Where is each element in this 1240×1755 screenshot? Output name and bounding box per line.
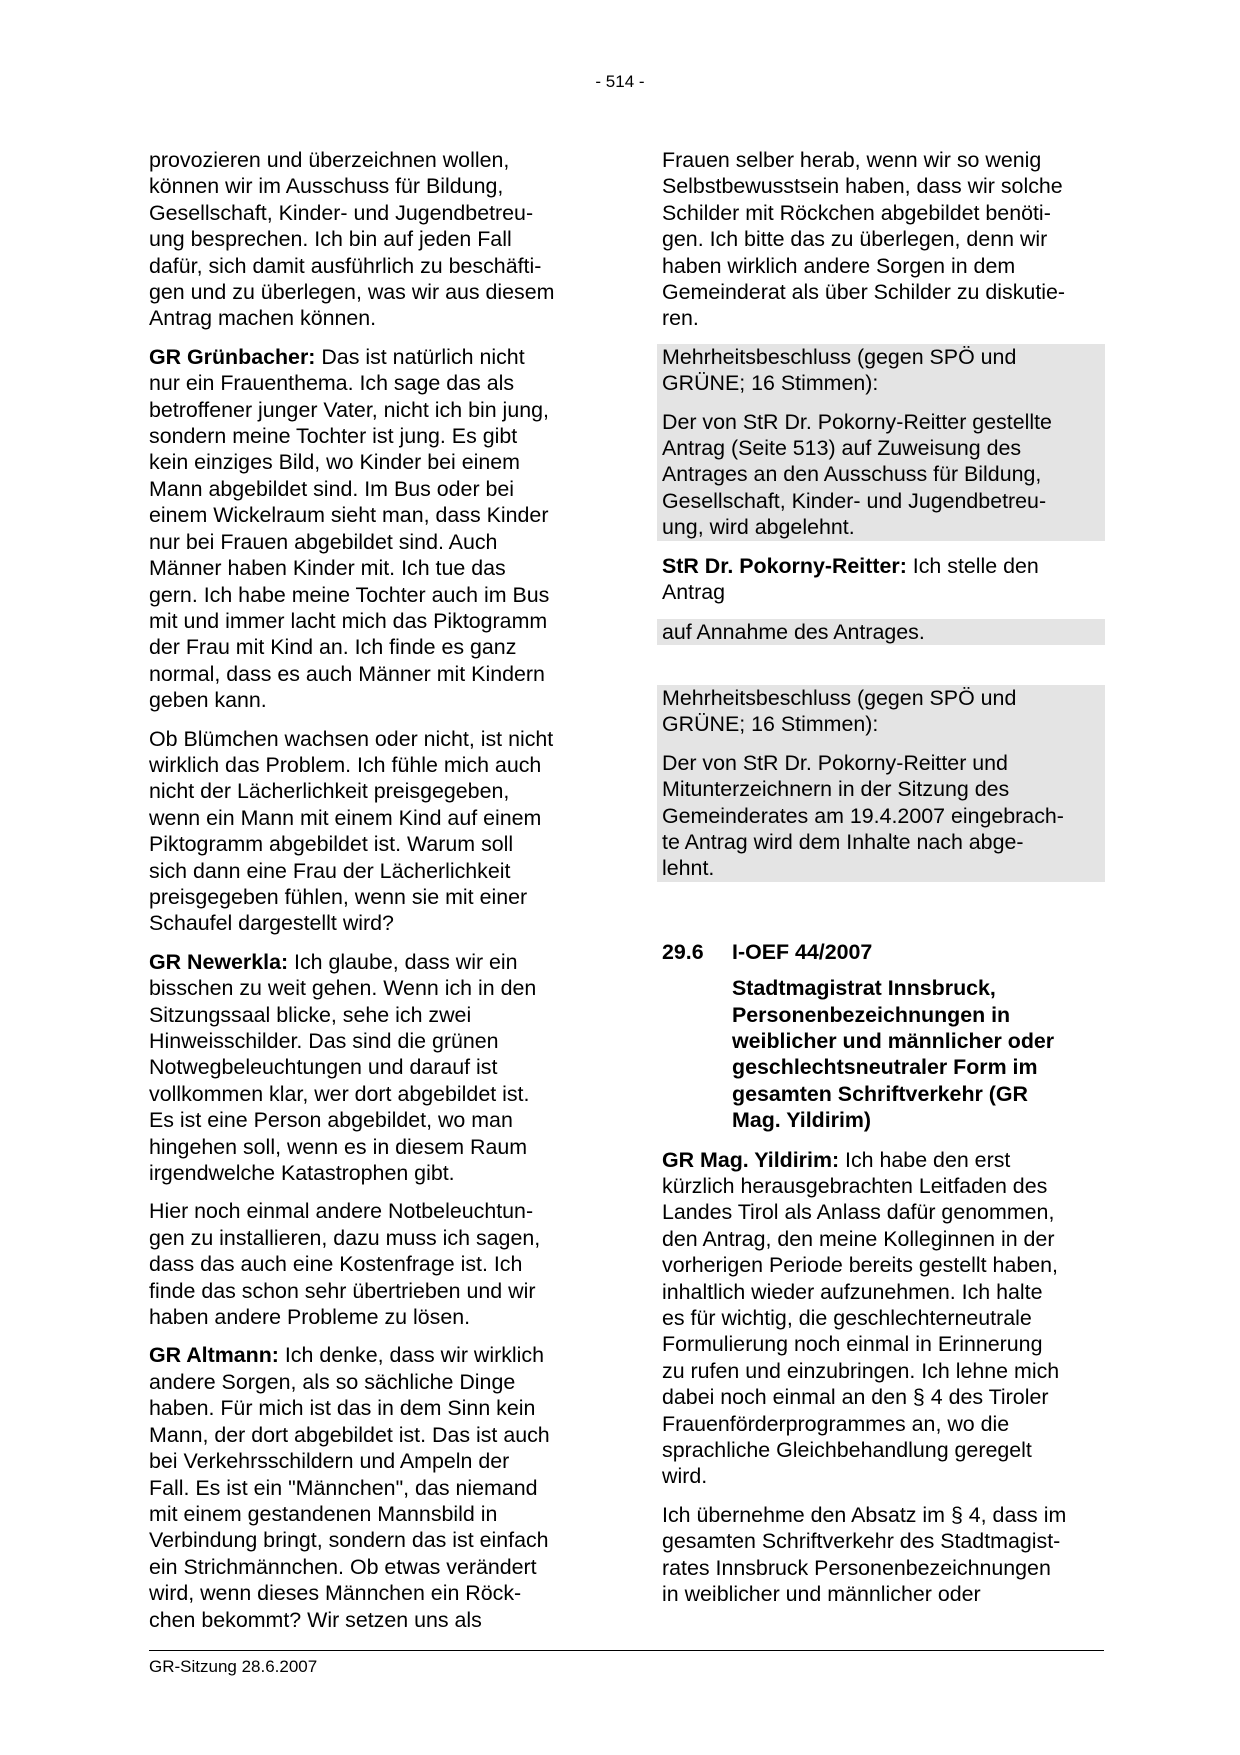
text-line: Antrag xyxy=(662,580,726,605)
resolution-text xyxy=(662,750,1100,882)
text-line: rates Innsbruck Personenbezeichnungen xyxy=(662,1555,1051,1580)
text-line: provozieren und überzeichnen wollen, xyxy=(149,148,510,172)
text-line: Notwegbeleuchtungen und darauf ist xyxy=(149,1055,498,1080)
speech-text: Ich glaube, dass wir ein xyxy=(288,949,518,974)
text-line: vorherigen Periode bereits gestellt haben, xyxy=(662,1253,1058,1278)
text-line: Selbstbewusstsein haben, dass wir solche xyxy=(662,174,1063,199)
text-line: wenn ein Mann mit einem Kind auf einem xyxy=(149,805,542,830)
text-line: Mehrheitsbeschluss (gegen SPÖ und xyxy=(662,685,1017,710)
text-line: dabei noch einmal an den § 4 des Tiroler xyxy=(662,1385,1049,1410)
speech-text: Ich denke, dass wir wirklich xyxy=(278,1343,545,1368)
speaker-name: StR Dr. Pokorny-Reitter: xyxy=(662,553,907,578)
vote-result xyxy=(662,344,1100,409)
text-line: Gesellschaft, Kinder- und Jugendbetreu- xyxy=(149,200,534,225)
text-line: dass das auch eine Kostenfrage ist. Ich xyxy=(149,1252,523,1277)
text-line: GRÜNE; 16 Stimmen): xyxy=(662,712,879,737)
speech-text: Ich stelle den xyxy=(906,553,1039,578)
text-line: Gesellschaft, Kinder- und Jugendbetreu- xyxy=(662,488,1047,513)
footer-divider xyxy=(149,1650,1104,1651)
text-line: Es ist eine Person abgebildet, wo man xyxy=(149,1108,513,1133)
agenda-item-number: 29.6 xyxy=(662,939,704,964)
text-line: sich dann eine Frau der Lächerlichkeit xyxy=(149,858,511,883)
speech-paragraph xyxy=(149,1342,589,1632)
text-line: nur bei Frauen abgebildet sind. Auch xyxy=(149,529,498,554)
right-column xyxy=(662,147,1105,1620)
text-line: es für wichtig, die geschlechterneutrale xyxy=(662,1306,1032,1331)
text-line: den Antrag, den meine Kolleginnen in der xyxy=(662,1226,1055,1251)
paragraph xyxy=(662,147,1105,332)
speech-paragraph xyxy=(149,949,589,1187)
text-line: hingehen soll, wenn es in diesem Raum xyxy=(149,1134,528,1159)
text-line: Stadtmagistrat Innsbruck, xyxy=(732,976,996,1001)
text-line: gesamten Schriftverkehr (GR xyxy=(732,1081,1029,1106)
text-line: gen und zu überlegen, was wir aus diesem xyxy=(149,280,555,305)
resolution-box xyxy=(657,685,1105,882)
text-line: Sitzungssaal blicke, sehe ich zwei xyxy=(149,1002,472,1027)
text-line: Frauen selber herab, wenn wir so wenig xyxy=(662,148,1042,172)
text-line: haben andere Probleme zu lösen. xyxy=(149,1305,471,1330)
text-line: mit einem gestandenen Mannsbild in xyxy=(149,1501,498,1526)
text-line: dafür, sich damit ausführlich zu beschäfti- xyxy=(149,253,542,278)
text-line: Ich übernehme den Absatz im § 4, dass im xyxy=(662,1502,1067,1527)
text-line: ung besprechen. Ich bin auf jeden Fall xyxy=(149,227,512,252)
text-line: bei Verkehrsschildern und Ampeln der xyxy=(149,1449,510,1474)
text-line: normal, dass es auch Männer mit Kindern xyxy=(149,661,545,686)
text-line: nicht der Lächerlichkeit preisgegeben, xyxy=(149,779,510,804)
text-line: gesamten Schriftverkehr des Stadtmagist- xyxy=(662,1529,1061,1554)
text-line: andere Sorgen, als so sächliche Dinge xyxy=(149,1369,516,1394)
text-line: haben wirklich andere Sorgen in dem xyxy=(662,253,1016,278)
text-line: einem Wickelraum sieht man, dass Kinder xyxy=(149,503,549,528)
text-line: kein einziges Bild, wo Kinder bei einem xyxy=(149,450,520,475)
text-line: irgendwelche Katastrophen gibt. xyxy=(149,1161,455,1186)
agenda-item-heading xyxy=(662,939,1105,965)
resolution-text xyxy=(662,409,1100,541)
text-line: wird. xyxy=(662,1464,708,1489)
text-line: Landes Tirol als Anlass dafür genommen, xyxy=(662,1200,1055,1225)
text-line: weiblicher und männlicher oder xyxy=(732,1028,1055,1053)
text-line: Mehrheitsbeschluss (gegen SPÖ und xyxy=(662,344,1017,369)
text-line: gen. Ich bitte das zu überlegen, denn wir xyxy=(662,227,1048,252)
text-line: inhaltlich wieder aufzunehmen. Ich halte xyxy=(662,1279,1043,1304)
vote-result xyxy=(662,685,1100,750)
text-line: nur ein Frauenthema. Ich sage das als xyxy=(149,371,515,396)
text-line: gern. Ich habe meine Tochter auch im Bus xyxy=(149,582,550,607)
text-line: Antrag machen können. xyxy=(149,306,377,331)
text-line: Personenbezeichnungen in xyxy=(732,1002,1011,1027)
text-line: wirklich das Problem. Ich fühle mich auch xyxy=(149,752,542,777)
text-line: Gemeinderates am 19.4.2007 eingebrach- xyxy=(662,803,1064,828)
text-line xyxy=(149,1342,589,1368)
paragraph xyxy=(149,1198,589,1330)
text-line xyxy=(149,949,589,975)
text-line: Ob Blümchen wachsen oder nicht, ist nicht xyxy=(149,726,554,751)
text-line: betroffener junger Vater, nicht ich bin jung, xyxy=(149,397,549,422)
text-line: Verbindung bringt, sondern das ist einfach xyxy=(149,1528,549,1553)
text-line: der Frau mit Kind an. Ich finde es ganz xyxy=(149,635,517,660)
footer-text: GR-Sitzung 28.6.2007 xyxy=(149,1657,318,1676)
speaker-name: GR Grünbacher: xyxy=(149,344,316,369)
text-line: ung, wird abgelehnt. xyxy=(662,515,855,540)
text-line: Antrages an den Ausschuss für Bildung, xyxy=(662,462,1042,487)
text-line: bisschen zu weit gehen. Wenn ich in den xyxy=(149,976,537,1001)
text-line: finde das schon sehr übertrieben und wir xyxy=(149,1278,536,1303)
agenda-item-title xyxy=(662,975,1105,1133)
text-line: Piktogramm abgebildet ist. Warum soll xyxy=(149,832,514,857)
text-line: preisgegeben fühlen, wenn sie mit einer xyxy=(149,884,528,909)
text-line: chen bekommt? Wir setzen uns als xyxy=(149,1607,482,1632)
agenda-item-code: I-OEF 44/2007 xyxy=(732,939,873,964)
text-line: ein Strichmännchen. Ob etwas verändert xyxy=(149,1554,537,1579)
text-line xyxy=(662,1147,1105,1173)
text-line xyxy=(662,553,1105,579)
speaker-name: GR Newerkla: xyxy=(149,949,289,974)
text-line: Hinweisschilder. Das sind die grünen xyxy=(149,1029,499,1053)
text-line: lehnt. xyxy=(662,856,715,881)
text-line: Mag. Yildirim) xyxy=(732,1108,872,1133)
text-line: Frauenförderprogrammes an, wo die xyxy=(662,1411,1010,1436)
speaker-name: GR Mag. Yildirim: xyxy=(662,1147,840,1172)
text-line: kürzlich herausgebrachten Leitfaden des xyxy=(662,1174,1048,1198)
resolution-box xyxy=(657,344,1105,541)
text-line: haben. Für mich ist das in dem Sinn kein xyxy=(149,1396,536,1421)
speech-text: Ich habe den erst xyxy=(839,1147,1011,1172)
text-line: Mann abgebildet sind. Im Bus oder bei xyxy=(149,476,515,501)
paragraph xyxy=(149,147,589,332)
text-line: sondern meine Tochter ist jung. Es gibt xyxy=(149,424,518,449)
left-column xyxy=(149,147,589,1645)
speaker-name: GR Altmann: xyxy=(149,1343,279,1368)
text-line: wird, wenn dieses Männchen ein Röck- xyxy=(149,1581,522,1606)
text-line: Fall. Es ist ein "Männchen", das niemand xyxy=(149,1475,538,1500)
text-line xyxy=(149,344,589,370)
text-line: Formulierung noch einmal in Erinnerung xyxy=(662,1332,1043,1357)
text-line: Schaufel dargestellt wird? xyxy=(149,911,394,936)
speech-text: Das ist natürlich nicht xyxy=(315,344,525,369)
text-line: Schilder mit Röckchen abgebildet benöti- xyxy=(662,200,1051,225)
text-line: vollkommen klar, wer dort abgebildet ist. xyxy=(149,1081,530,1106)
text-line: Der von StR Dr. Pokorny-Reitter und xyxy=(662,750,1008,775)
spacer xyxy=(662,894,1105,939)
text-line: in weiblicher und männlicher oder xyxy=(662,1582,981,1607)
text-line: Antrag (Seite 513) auf Zuweisung des xyxy=(662,436,1022,461)
page-number: - 514 - xyxy=(595,72,645,91)
text-line: GRÜNE; 16 Stimmen): xyxy=(662,371,879,396)
paragraph xyxy=(662,1502,1105,1608)
speech-paragraph xyxy=(149,344,589,714)
text-line: ren. xyxy=(662,306,699,331)
text-line: geschlechtsneutraler Form im xyxy=(732,1055,1038,1080)
text-line: sprachliche Gleichbehandlung geregelt xyxy=(662,1438,1032,1463)
text-line: Mann, der dort abgebildet ist. Das ist auch xyxy=(149,1422,550,1447)
paragraph xyxy=(149,726,589,937)
motion-text: auf Annahme des Antrages. xyxy=(657,619,1105,645)
spacer xyxy=(662,645,1105,685)
speech-paragraph xyxy=(662,1147,1105,1490)
text-line: Gemeinderat als über Schilder zu diskutie- xyxy=(662,280,1066,305)
text-line: te Antrag wird dem Inhalte nach abge- xyxy=(662,829,1024,854)
text-line: Mitunterzeichnern in der Sitzung des xyxy=(662,777,1010,802)
text-line: gen zu installieren, dazu muss ich sagen, xyxy=(149,1225,541,1250)
text-line: zu rufen und einzubringen. Ich lehne mich xyxy=(662,1358,1060,1383)
text-line: mit und immer lacht mich das Piktogramm xyxy=(149,608,548,633)
text-line: Hier noch einmal andere Notbeleuchtun- xyxy=(149,1199,534,1224)
text-line: Männer haben Kinder mit. Ich tue das xyxy=(149,556,506,581)
text-line: können wir im Ausschuss für Bildung, xyxy=(149,174,504,199)
text-line: geben kann. xyxy=(149,688,267,713)
speech-paragraph xyxy=(662,553,1105,606)
text-line: Der von StR Dr. Pokorny-Reitter gestellte xyxy=(662,409,1052,434)
